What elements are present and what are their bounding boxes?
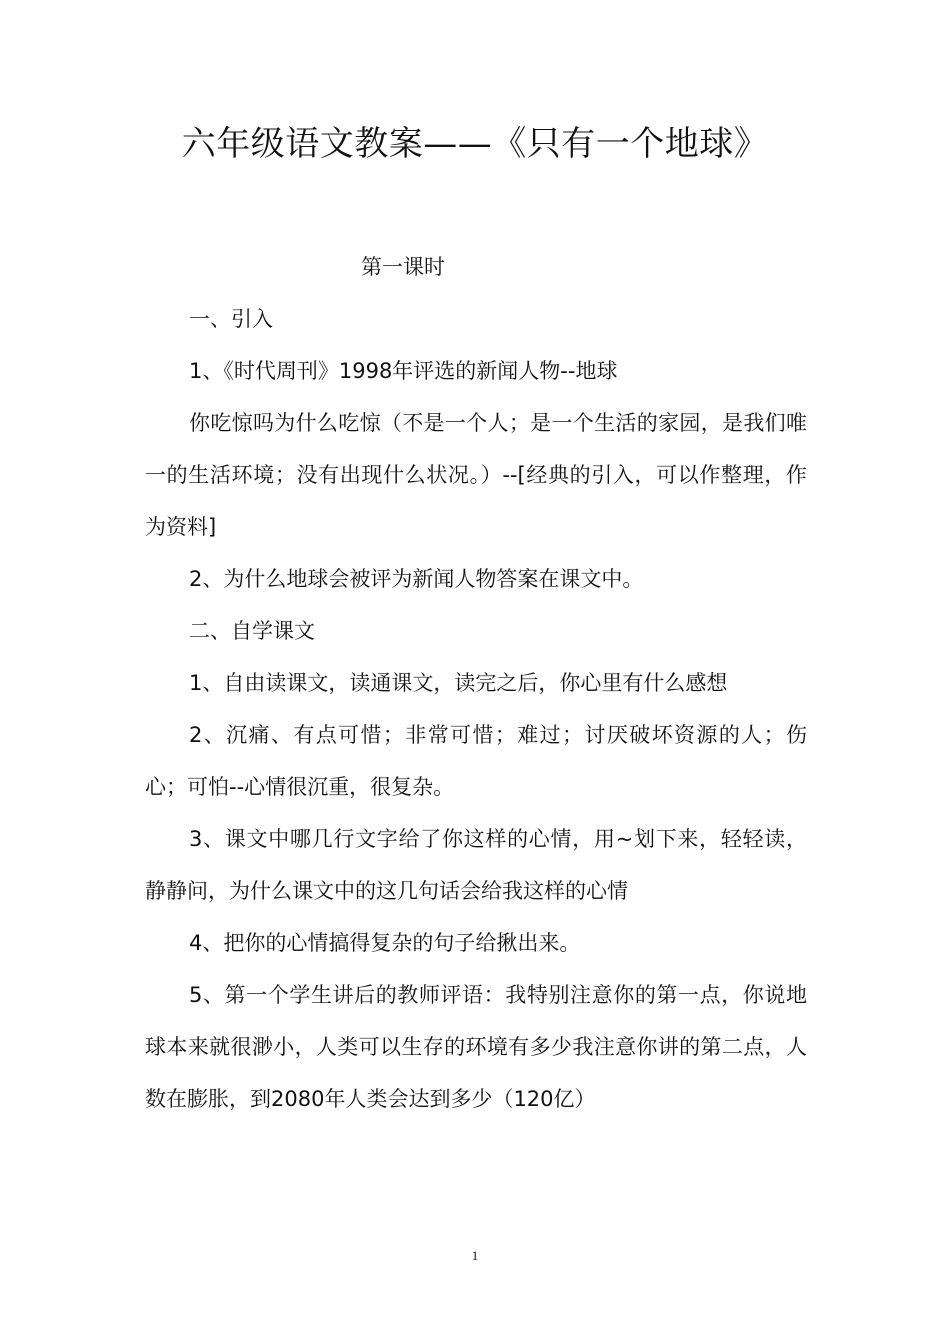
- page-number: 1: [471, 1248, 479, 1263]
- paragraph: 5、第一个学生讲后的教师评语：我特别注意你的第一点，你说地球本来就很渺小，人类可以生存的环境有多少我注意你讲的第二点，人数在膨胀，到2080年人类会达到多少（120亿）: [145, 983, 807, 1111]
- section-heading-intro: 一、引入: [189, 307, 273, 331]
- paragraph: 1、自由读课文，读通课文，读完之后，你心里有什么感想: [189, 671, 728, 695]
- section-heading-self-study: 二、自学课文: [189, 619, 315, 643]
- paragraph: 2、为什么地球会被评为新闻人物答案在课文中。: [189, 567, 644, 591]
- paragraph: 3、课文中哪几行文字给了你这样的心情，用~划下来，轻轻读，静静问，为什么课文中的这几句话会给我这样的心情: [145, 827, 807, 903]
- paragraph: 2、沉痛、有点可惜；非常可惜；难过；讨厌破坏资源的人；伤心；可怕--心情很沉重，很复杂。: [145, 723, 807, 799]
- lesson-heading: 第一课时: [361, 255, 445, 279]
- paragraph: 4、把你的心情搞得复杂的句子给揪出来。: [189, 931, 581, 955]
- paragraph: 你吃惊吗为什么吃惊（不是一个人；是一个生活的家园，是我们唯一的生活环境；没有出现什么状况。）--[经典的引入，可以作整理，作为资料]: [145, 411, 807, 539]
- document-body: [145, 241, 807, 1125]
- paragraph: 1、《时代周刊》1998年评选的新闻人物--地球: [189, 359, 618, 383]
- document-title: 六年级语文教案——《只有一个地球》: [181, 124, 769, 164]
